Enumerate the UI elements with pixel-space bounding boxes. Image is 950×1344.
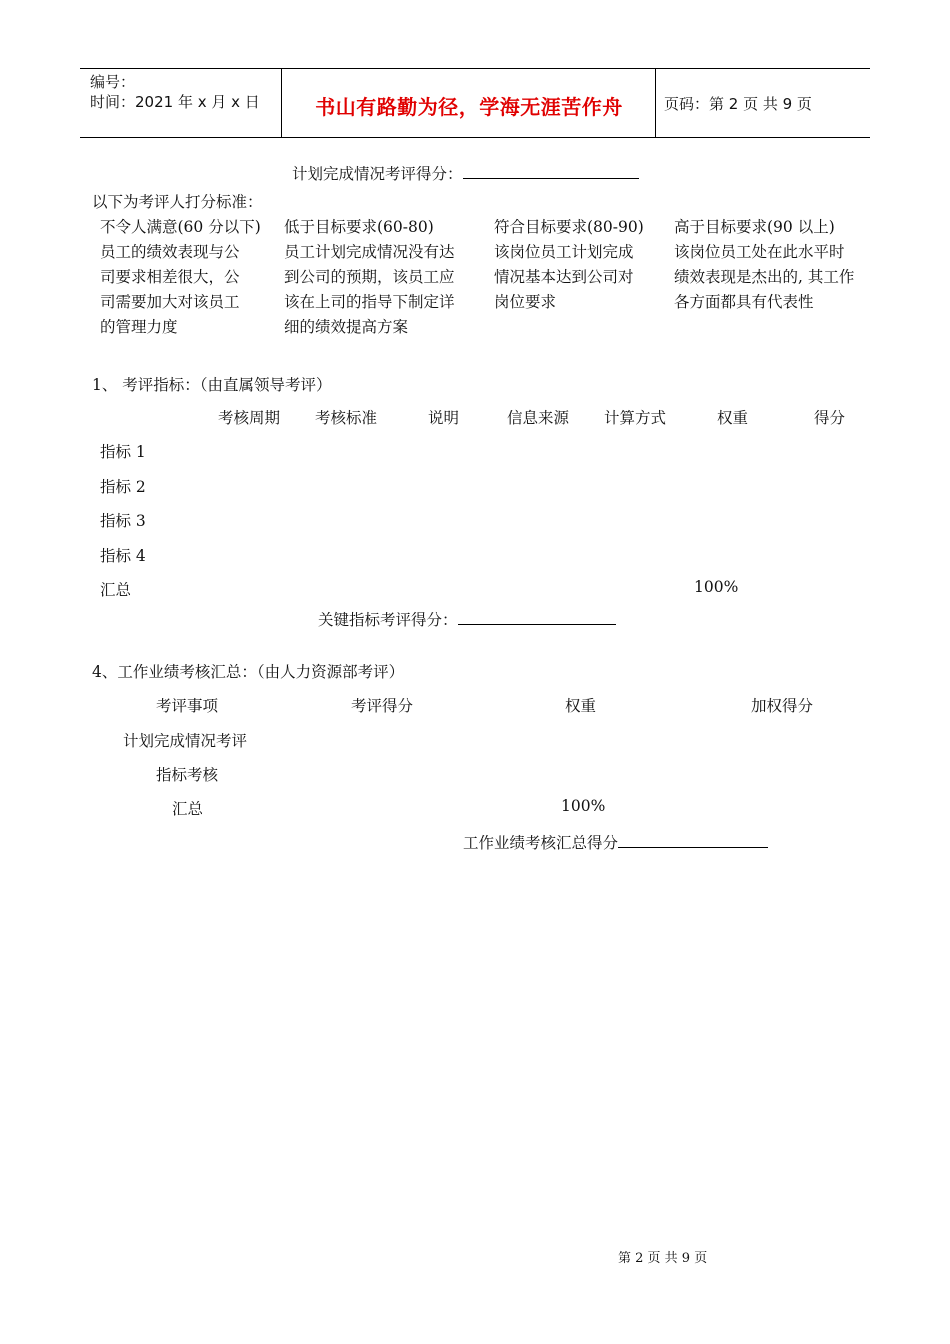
criteria-line: 该在上司的指导下制定详: [284, 293, 455, 311]
motto: 书山有路勤为径，学海无涯苦作舟: [315, 95, 623, 119]
s4-header-weighted: 加权得分: [751, 697, 814, 715]
s1-header-note: 说明: [428, 409, 460, 427]
s1-header-source: 信息来源: [507, 409, 570, 427]
s1-header-score: 得分: [814, 409, 846, 427]
s4-row-label: 汇总: [172, 800, 204, 818]
s1-row-label: 指标 1: [100, 443, 146, 461]
criteria-line: 细的绩效提高方案: [284, 318, 409, 336]
section1-title: 1、 考评指标：（由直属领导考评）: [92, 376, 332, 394]
s1-total-weight: 100%: [694, 578, 739, 596]
criteria-line: 情况基本达到公司对: [494, 268, 634, 286]
criteria-title: 低于目标要求(60-80): [284, 218, 434, 236]
section4-title: 4、工作业绩考核汇总：（由人力资源部考评）: [92, 663, 405, 681]
page-header: [80, 68, 870, 138]
key-score-label: 关键指标考评得分：: [318, 611, 458, 629]
page-footer: 第 2 页 共 9 页: [618, 1251, 708, 1266]
header-page-info: 页码：第 2 页 共 9 页: [664, 95, 812, 113]
time-label: 时间：2021 年 x 月 x 日: [90, 93, 260, 111]
s1-header-standard: 考核标准: [315, 409, 378, 427]
criteria-line: 员工的绩效表现与公: [100, 243, 240, 261]
criteria-title: 不令人满意(60 分以下): [100, 218, 261, 236]
s1-row-label: 汇总: [100, 581, 132, 599]
summary-score-blank[interactable]: [618, 833, 768, 848]
plan-score-blank[interactable]: [463, 164, 639, 179]
plan-score-label: 计划完成情况考评得分：: [292, 165, 463, 183]
s1-header-period: 考核周期: [218, 409, 281, 427]
s1-row-label: 指标 4: [100, 547, 146, 565]
s4-header-item: 考评事项: [156, 697, 219, 715]
criteria-line: 的管理力度: [100, 318, 178, 336]
criteria-line: 司要求相差很大，公: [100, 268, 240, 286]
criteria-line: 到公司的预期，该员工应: [284, 268, 455, 286]
criteria-line: 各方面都具有代表性: [674, 293, 814, 311]
key-score-line: [318, 608, 616, 630]
summary-score-label: 工作业绩考核汇总得分: [463, 834, 619, 852]
criteria-line: 该岗位员工处在此水平时: [674, 243, 845, 261]
s4-row-label: 计划完成情况考评: [123, 732, 248, 750]
summary-score-line: [463, 831, 768, 853]
s1-row-label: 指标 2: [100, 478, 146, 496]
header-meta: [90, 72, 260, 112]
criteria-col-1: [100, 215, 275, 340]
criteria-title: 符合目标要求(80-90): [494, 218, 644, 236]
s1-header-weight: 权重: [717, 409, 749, 427]
s4-header-score: 考评得分: [351, 697, 414, 715]
s4-row-label: 指标考核: [156, 766, 219, 784]
criteria-line: 绩效表现是杰出的, 其工作: [674, 268, 855, 286]
criteria-line: 该岗位员工计划完成: [494, 243, 634, 261]
s4-header-weight: 权重: [565, 697, 597, 715]
criteria-intro: 以下为考评人打分标准：: [92, 193, 263, 211]
criteria-col-2: [284, 215, 484, 340]
criteria-col-4: [674, 215, 874, 315]
number-label: 编号：: [90, 73, 136, 91]
s1-header-method: 计算方式: [604, 409, 667, 427]
criteria-col-3: [494, 215, 664, 315]
criteria-line: 员工计划完成情况没有达: [284, 243, 455, 261]
s1-row-label: 指标 3: [100, 512, 146, 530]
criteria-line: 岗位要求: [494, 293, 557, 311]
plan-score-line: [292, 162, 639, 184]
s4-total-weight: 100%: [561, 797, 606, 815]
key-score-blank[interactable]: [458, 610, 616, 625]
criteria-line: 司需要加大对该员工: [100, 293, 240, 311]
criteria-title: 高于目标要求(90 以上): [674, 218, 835, 236]
